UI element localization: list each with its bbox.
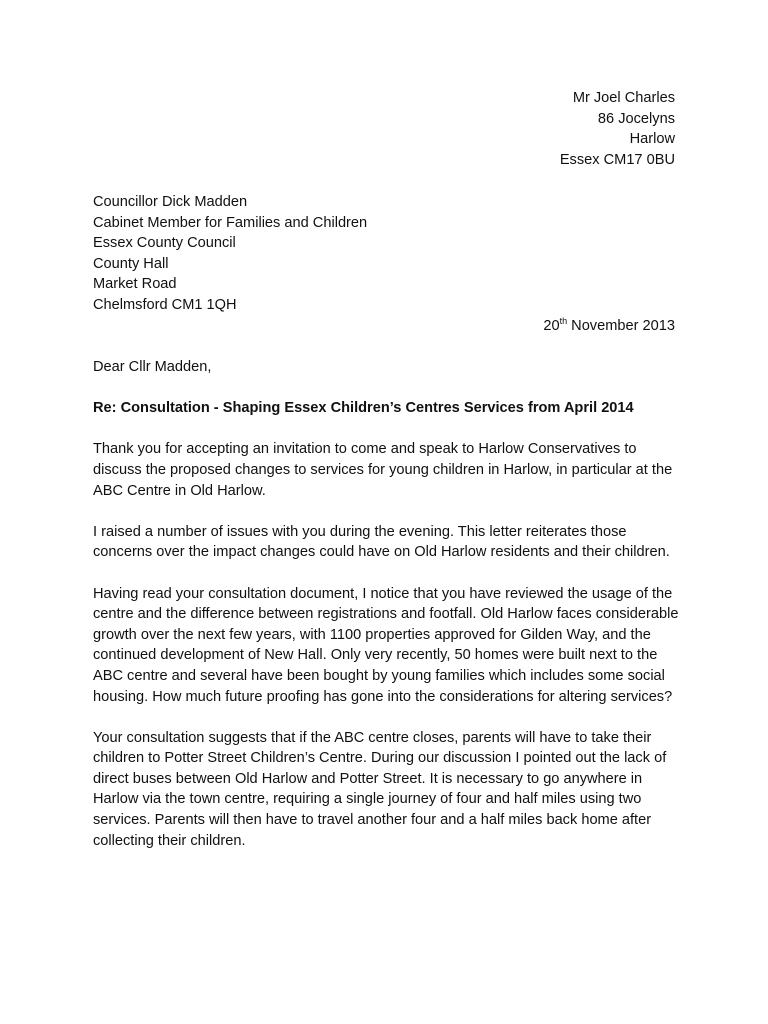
letter-date xyxy=(543,316,675,337)
recipient-organisation: Essex County Council xyxy=(93,235,236,252)
date-day: 20 xyxy=(543,318,560,334)
recipient-name: Councillor Dick Madden xyxy=(93,194,248,210)
date-month-year: November 2013 xyxy=(567,318,675,334)
recipient-address xyxy=(93,192,367,316)
sender-address xyxy=(560,88,675,170)
paragraph: I raised a number of issues with you during the evening. This letter reiterates those concerns over the impact changes could have on Old Harlow residents and their children. xyxy=(93,523,670,561)
salutation: Dear Cllr Madden, xyxy=(93,359,212,375)
recipient-town-postcode: Chelmsford CM1 1QH xyxy=(93,296,237,313)
subject-line: Re: Consultation - Shaping Essex Children’s Centres Services from April 2014 xyxy=(93,400,634,417)
recipient-building: County Hall xyxy=(93,255,169,272)
sender-county-postcode: Essex CM17 0BU xyxy=(559,151,675,168)
paragraph: Your consultation suggests that if the ABC centre closes, parents will have to take their children to Potter Street Children’s Centre. During our discussion I pointed out the lack of direct buses between Old Harlow and Potter Street. It is necessary to go anywhere in Harlow via the town centre, requiring a single journey of four and half miles using two services. Parents will then have to travel another four and a half miles back home after collecting their children. xyxy=(93,729,667,849)
sender-town: Harlow xyxy=(629,131,675,148)
sender-name: Mr Joel Charles xyxy=(572,90,675,106)
recipient-street: Market Road xyxy=(93,276,177,293)
paragraph: Having read your consultation document, I notice that you have reviewed the usage of the centre and the difference between registrations and footfall. Old Harlow faces considerable growth over the next few years, with 1100 properties approved for Gilden Way, and the continued development of New Hall. Only very recently, 50 homes were built next to the ABC centre and several have been bought by young families which includes some social housing. How much future proofing has gone into the considerations for altering services? xyxy=(93,585,679,705)
date-suffix: th xyxy=(559,316,568,326)
sender-street: 86 Jocelyns xyxy=(597,110,675,127)
recipient-role: Cabinet Member for Families and Children xyxy=(93,214,368,231)
paragraph: Thank you for accepting an invitation to come and speak to Harlow Conservatives to discuss the proposed changes to services for young children in Harlow, in particular at the ABC Centre in Old Harlow. xyxy=(93,441,673,499)
letter-body xyxy=(93,357,679,872)
